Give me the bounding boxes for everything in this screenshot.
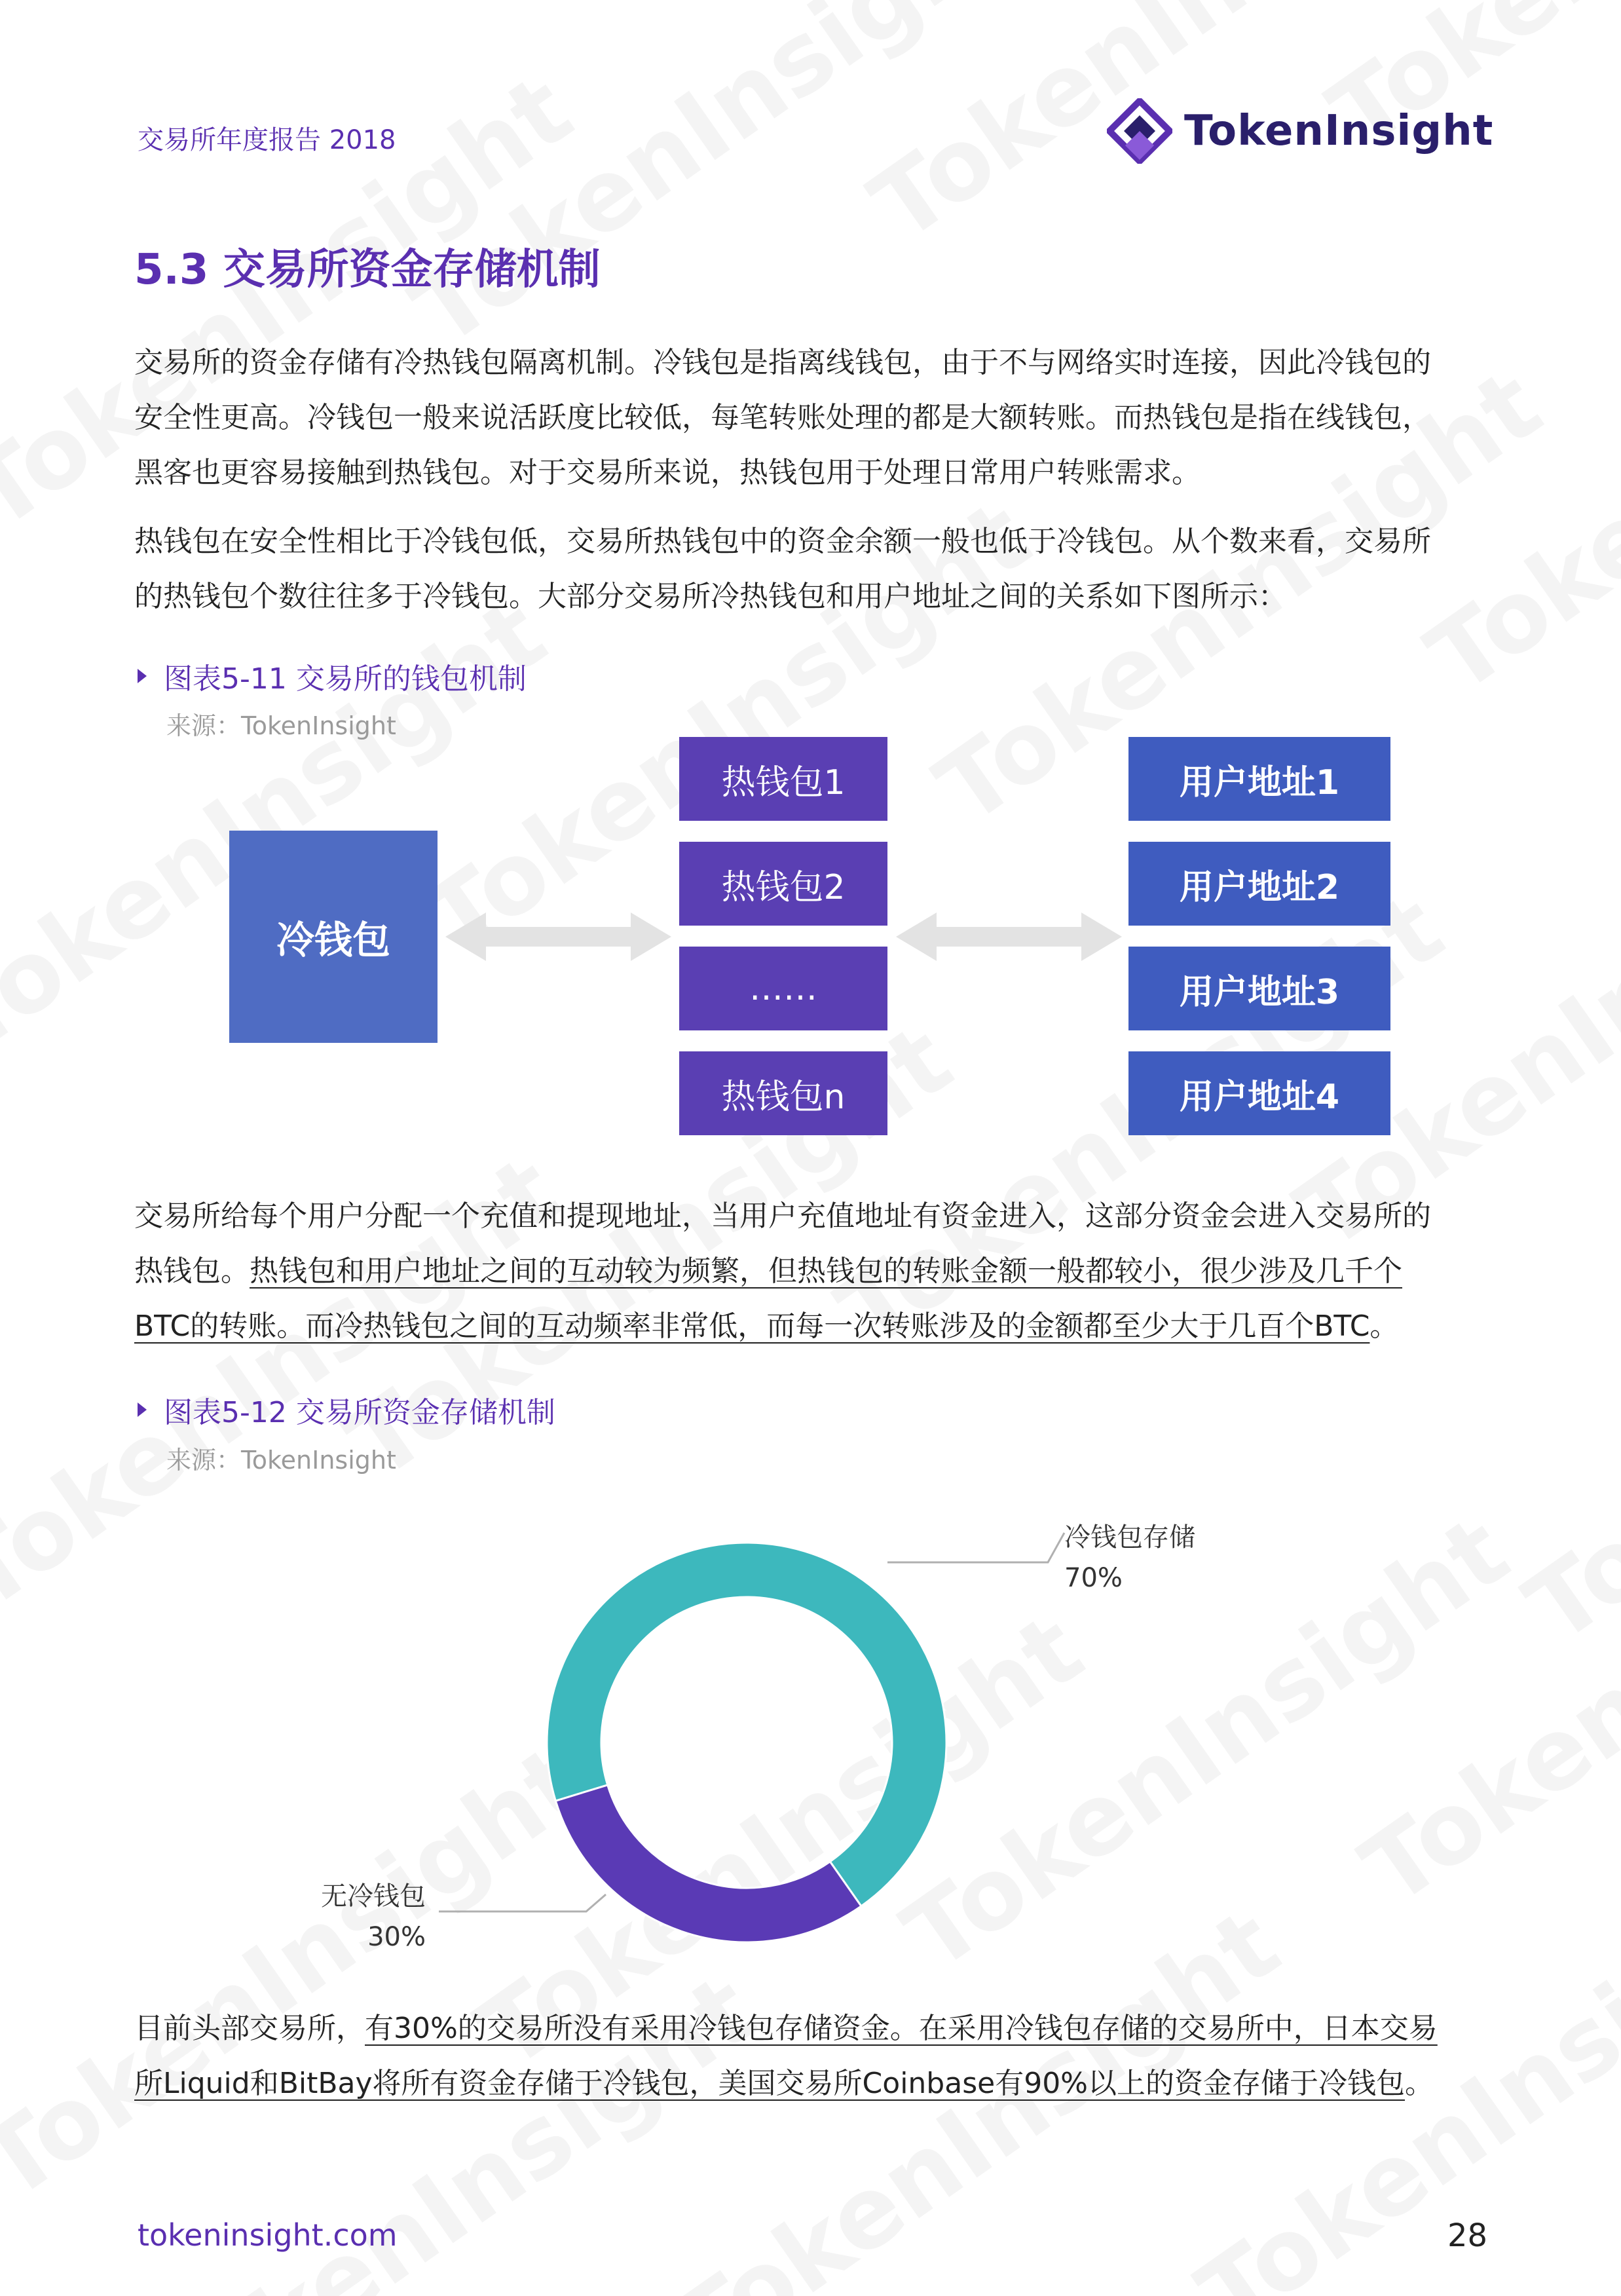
- hot-wallet-box: [679, 737, 887, 821]
- figure1-source: 来源：TokenInsight: [166, 711, 396, 740]
- hot-wallet-label: 热钱包2: [721, 867, 846, 907]
- underlined-text: 有30%的交易所没有采用冷钱包存储资金。在采用冷钱包存储的交易所中，日本交易: [365, 2012, 1438, 2045]
- paragraph-line: [134, 2001, 1497, 2056]
- hot-wallet-box: [679, 947, 887, 1030]
- user-address-box: [1128, 842, 1390, 926]
- slice-label-value: 30%: [367, 1922, 426, 1952]
- cold-wallet-label: 冷钱包: [276, 918, 390, 962]
- paragraph-4: [134, 2001, 1497, 2111]
- hot-wallet-box: [679, 1051, 887, 1135]
- paragraph-2: [134, 514, 1497, 624]
- user-address-label: 用户地址4: [1179, 1077, 1340, 1117]
- report-title: 交易所年度报告 2018: [138, 125, 396, 155]
- slice-label-name: 冷钱包存储: [1064, 1522, 1195, 1553]
- hot-wallet-box: [679, 842, 887, 926]
- user-address-label: 用户地址3: [1179, 972, 1340, 1012]
- slice-label-value: 70%: [1064, 1563, 1123, 1593]
- footer-website-link[interactable]: tokeninsight.com: [138, 2217, 398, 2253]
- slice-label-name: 无冷钱包: [321, 1881, 426, 1911]
- no-cold-wallet-slice-label: [311, 1876, 426, 1957]
- paragraph-line: [134, 1244, 1497, 1299]
- underlined-text: 所Liquid和BitBay将所有资金存储于冷钱包，美国交易所Coinbase有90%以上的资金存储于冷钱包: [134, 2067, 1405, 2100]
- cold-hot-double-arrow-icon: [445, 907, 671, 966]
- caret-right-icon: [138, 1402, 147, 1417]
- hot-wallet-label: 热钱包1: [721, 762, 846, 802]
- section-title: 5.3 交易所资金存储机制: [134, 246, 601, 294]
- underlined-text: BTC的转账。而冷热钱包之间的互动频率非常低，而每一次转账涉及的金额都至少大于几百个BTC: [134, 1309, 1370, 1343]
- paragraph-line: 热钱包在安全性相比于冷钱包低，交易所热钱包中的资金余额一般也低于冷钱包。从个数来看，交易所: [134, 525, 1431, 558]
- paragraph-line: [134, 1299, 1497, 1354]
- paragraph-line: 交易所的资金存储有冷热钱包隔离机制。冷钱包是指离线钱包，由于不与网络实时连接，因此冷钱包的: [134, 346, 1431, 379]
- hot-address-double-arrow-icon: [896, 907, 1122, 966]
- brand-logo: [1107, 98, 1493, 164]
- brand-name: TokenInsight: [1184, 107, 1494, 155]
- figure2-title: [138, 1389, 555, 1431]
- paragraph-line: 交易所给每个用户分配一个充值和提现地址，当用户充值地址有资金进入，这部分资金会进入交易所的: [134, 1199, 1431, 1233]
- paragraph-line: 的热钱包个数往往多于冷钱包。大部分交易所冷热钱包和用户地址之间的关系如下图所示：: [134, 580, 1287, 613]
- figure1-title-text: 图表5-11 交易所的钱包机制: [164, 662, 527, 696]
- figure2-source: 来源：TokenInsight: [166, 1446, 396, 1475]
- text-run: 热钱包。: [134, 1254, 250, 1288]
- paragraph-line: 安全性更高。冷钱包一般来说活跃度比较低，每笔转账处理的都是大额转账。而热钱包是指在线钱包，: [134, 401, 1431, 434]
- user-address-box: [1128, 1051, 1390, 1135]
- text-run: 目前头部交易所，: [134, 2012, 365, 2045]
- leader-lines: [275, 1533, 1127, 1926]
- paragraph-line: [134, 2056, 1497, 2111]
- text-run: 。: [1369, 1309, 1399, 1343]
- cold-wallet-box: [229, 831, 438, 1043]
- page-number: 28: [1447, 2217, 1488, 2254]
- user-address-label: 用户地址1: [1179, 762, 1340, 802]
- user-address-box: [1128, 737, 1390, 821]
- paragraph-line: 黑客也更容易接触到热钱包。对于交易所来说，热钱包用于处理日常用户转账需求。: [134, 456, 1201, 489]
- paragraph-1: [134, 335, 1497, 500]
- figure2-title-text: 图表5-12 交易所资金存储机制: [164, 1396, 555, 1429]
- text-run: 。: [1405, 2067, 1434, 2100]
- cold-storage-slice-label: [1064, 1517, 1195, 1598]
- caret-right-icon: [138, 669, 147, 683]
- figure1-title: [138, 655, 527, 697]
- hot-wallet-label: ……: [749, 969, 817, 1008]
- paragraph-3: [134, 1189, 1497, 1354]
- user-address-box: [1128, 947, 1390, 1030]
- hot-wallet-label: 热钱包n: [721, 1077, 846, 1117]
- tokeninsight-logo-icon: [1107, 98, 1172, 164]
- underlined-text: 热钱包和用户地址之间的互动较为频繁，但热钱包的转账金额一般都较小，很少涉及几千个: [250, 1254, 1402, 1288]
- user-address-label: 用户地址2: [1179, 867, 1340, 907]
